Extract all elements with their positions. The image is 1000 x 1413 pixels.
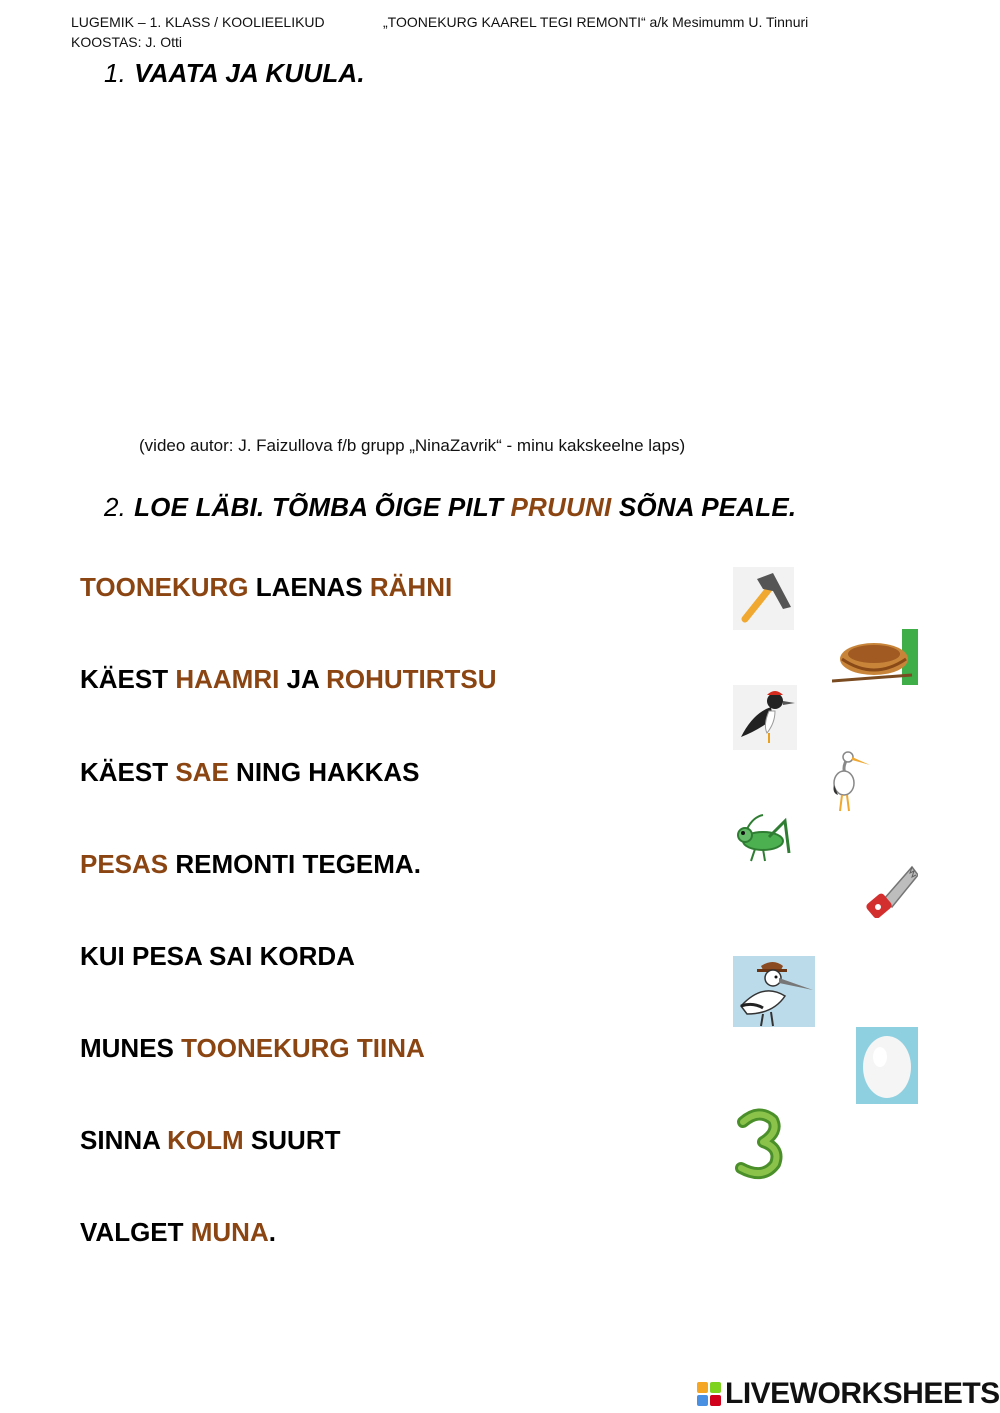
number-three-icon[interactable]: [733, 1108, 785, 1180]
line-text: LAENAS: [248, 572, 370, 602]
line-text: JA: [279, 664, 327, 694]
grasshopper-icon[interactable]: [733, 813, 793, 863]
line-text: VALGET: [80, 1217, 191, 1247]
logo-mark-icon: [697, 1382, 721, 1406]
task1-number: 1.: [104, 58, 127, 88]
task2-text-a: LOE LÄBI. TÕMBA ÕIGE PILT: [134, 492, 511, 522]
sentence-line: [80, 940, 355, 972]
task2-number: 2.: [104, 492, 127, 522]
highlighted-word[interactable]: HAAMRI: [175, 664, 280, 694]
video-caption: (video autor: J. Faizullova f/b grupp „NinaZavrik“ - minu kakskeelne laps): [139, 436, 686, 455]
logo-text: LIVEWORKSHEETS: [725, 1377, 1000, 1410]
header-left-line2: KOOSTAS: J. Otti: [71, 34, 182, 50]
highlighted-word[interactable]: ROHUTIRTSU: [326, 664, 497, 694]
sentence-line: [80, 663, 497, 695]
task2-text-b: SÕNA PEALE.: [611, 492, 797, 522]
task2-highlight: PRUUNI: [510, 492, 612, 522]
task1-heading: [104, 58, 365, 89]
nest-icon[interactable]: [832, 629, 918, 685]
highlighted-word[interactable]: RÄHNI: [369, 572, 453, 602]
sentence-line: [80, 571, 452, 603]
liveworksheets-logo: [697, 1376, 1000, 1412]
line-text: KUI PESA SAI KORDA: [80, 941, 355, 971]
stork-icon[interactable]: [822, 749, 872, 815]
sentence-line: [80, 1124, 340, 1156]
stork-with-hat-icon[interactable]: [733, 956, 815, 1027]
highlighted-word[interactable]: KOLM: [167, 1125, 244, 1155]
line-text: KÄEST: [80, 664, 176, 694]
highlighted-word[interactable]: PESAS: [80, 849, 169, 879]
line-text: REMONTI TEGEMA.: [168, 849, 421, 879]
sentence-line: [80, 1216, 276, 1248]
header-left-line1: LUGEMIK – 1. KLASS / KOOLIEELIKUD: [71, 14, 325, 30]
highlighted-word[interactable]: TOONEKURG: [80, 572, 249, 602]
highlighted-word[interactable]: SAE: [175, 757, 229, 787]
line-text: SINNA: [80, 1125, 168, 1155]
highlighted-word[interactable]: MUNA: [190, 1217, 269, 1247]
line-text: KÄEST: [80, 757, 176, 787]
task2-heading: [104, 492, 796, 523]
sentence-line: [80, 848, 421, 880]
sentence-line: [80, 756, 419, 788]
egg-icon[interactable]: [856, 1027, 918, 1104]
line-text: .: [268, 1217, 276, 1247]
line-text: MUNES: [80, 1033, 182, 1063]
hammer-icon[interactable]: [733, 567, 794, 630]
woodpecker-icon[interactable]: [733, 685, 797, 750]
highlighted-word[interactable]: TOONEKURG TIINA: [181, 1033, 425, 1063]
line-text: NING HAKKAS: [228, 757, 420, 787]
line-text: SUURT: [243, 1125, 341, 1155]
header-right: „TOONEKURG KAAREL TEGI REMONTI“ a/k Mesimumm U. Tinnuri: [383, 14, 809, 30]
saw-icon[interactable]: [866, 863, 918, 918]
sentence-line: [80, 1032, 425, 1064]
task1-text: VAATA JA KUULA.: [134, 58, 365, 88]
